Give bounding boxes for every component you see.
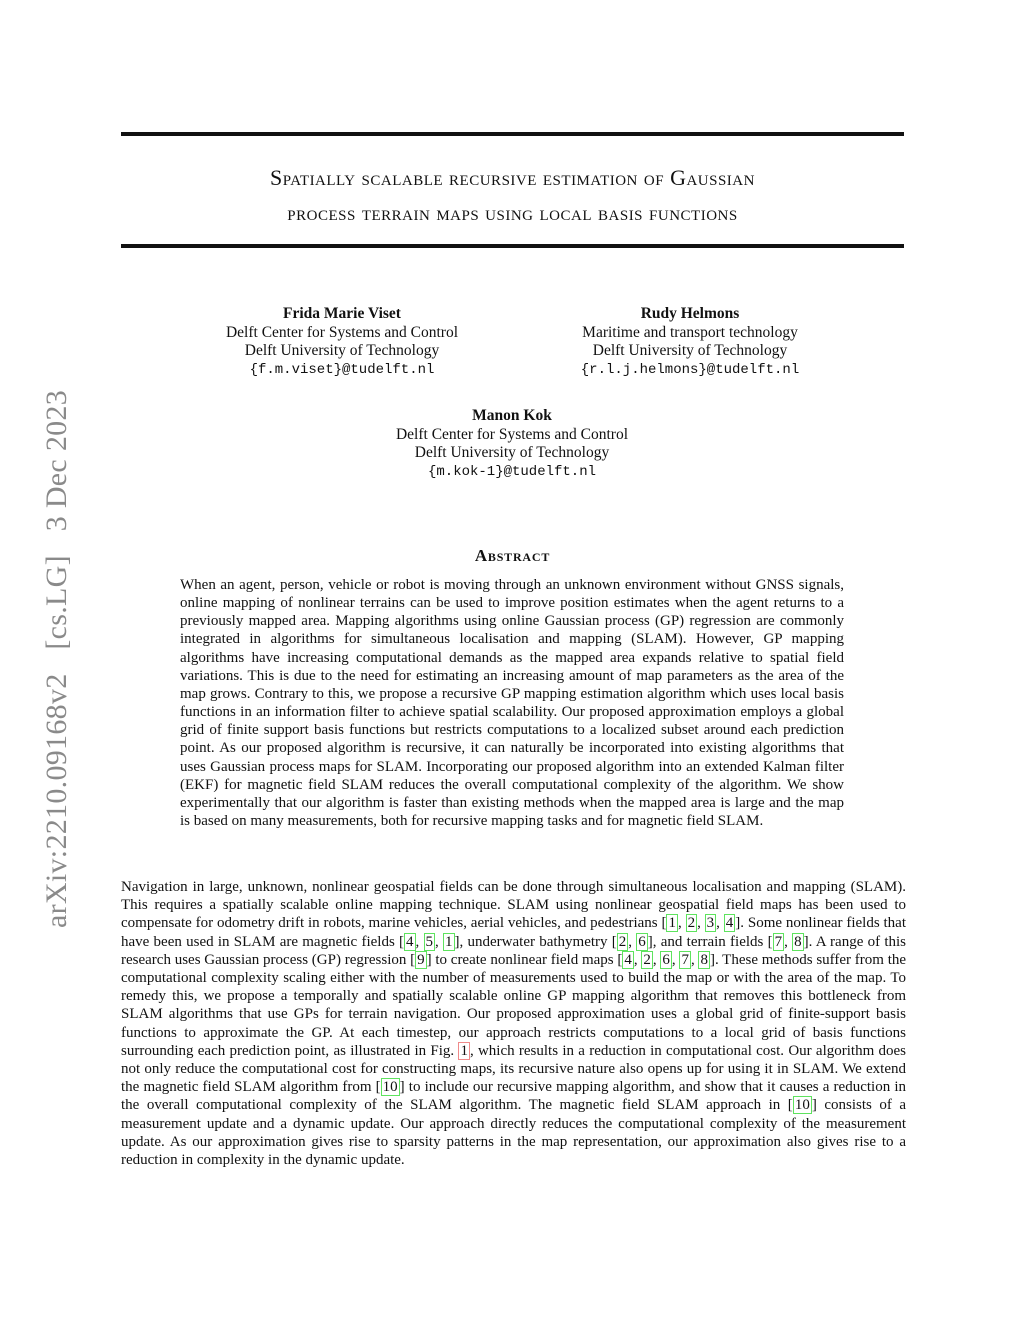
author-affiliation: Delft Center for Systems and Control <box>395 425 629 443</box>
title-bottom-rule <box>121 244 904 248</box>
citation-link[interactable]: 4 <box>624 951 632 968</box>
intro-text: ]. A range of this research uses Gaussian process (GP) regression [ <box>121 933 907 968</box>
title-line-2: process terrain maps using local basis functions <box>287 200 738 225</box>
author-block-kok <box>362 407 662 481</box>
citation-link[interactable]: 7 <box>774 933 783 950</box>
citation-link[interactable]: 4 <box>406 933 414 950</box>
author-name: Rudy Helmons <box>640 305 740 322</box>
citation-link[interactable]: 7 <box>681 951 689 968</box>
citation-group: 4 , 2 , 6 , 7 , 8 <box>624 951 708 968</box>
paper-title <box>121 160 904 230</box>
arxiv-stamp <box>40 374 74 928</box>
citation-link[interactable]: 8 <box>794 933 802 950</box>
citation-group: 2 , 6 <box>618 933 646 950</box>
author-block-helmons <box>540 305 840 379</box>
citation-link[interactable]: 2 <box>687 915 696 932</box>
title-top-rule <box>121 132 904 136</box>
abstract-text: When an agent, person, vehicle or robot is moving through an unknown environment without GNSS signals, online mapping of nonlinear terrains can be used to improve position estimates when the agent returns to a previously mapped area. Mapping algorithms using online Gaussian process (GP) regression are commonly integrated in algorithms for simultaneous localisation and mapping (SLAM). However, GP mapping algorithms have increasing computational demands as the mapped area expands relative to spatial field variations. This is due to the need for estimating an increasing amount of map parameters as the area of the map grows. Contrary to this, we propose a recursive GP mapping estimation algorithm which uses local basis functions in an information filter to achieve spatial scalability. Our proposed approximation employs a global grid of finite support basis functions but restricts computations to a localized subset around each prediction point. As our proposed algorithm is recursive, it can naturally be incorporated into existing algorithms that uses Gaussian process maps for SLAM. Incorporating our proposed algorithm into an extended Kalman filter (EKF) for magnetic field SLAM reduces the overall computational complexity of the algorithm. We show experimentally that our algorithm is faster than existing methods when the mapped area is large and the map is based on many measurements, both for recursive mapping tasks and for magnetic field SLAM. <box>180 577 844 830</box>
author-university: Delft University of Technology <box>244 342 440 360</box>
citation-link[interactable]: 6 <box>662 951 670 968</box>
introduction-paragraph <box>121 878 906 1169</box>
citation-group <box>415 951 427 969</box>
author-affiliation: Maritime and transport technology <box>582 323 798 341</box>
citation-group: 7 , 8 <box>774 933 802 950</box>
author-email: {f.m.viset}@tudelft.nl <box>249 361 435 378</box>
author-university: Delft University of Technology <box>592 342 788 360</box>
figure-ref-link[interactable]: 1 <box>460 1042 468 1059</box>
author-affiliation: Delft Center for Systems and Control <box>225 323 459 341</box>
intro-text: ], and terrain fields [ <box>647 933 773 950</box>
intro-text: , which results in a reduction in computational cost. Our algorithm does not only reduce the computational cost for constructing maps, its recursive nature also opens up for using it in SLAM. We extend the magnetic field SLAM algorithm from [ <box>121 1042 907 1096</box>
citation-link[interactable]: 6 <box>638 933 646 950</box>
abstract-heading: Abstract <box>474 546 551 565</box>
citation-link[interactable]: 4 <box>725 915 734 932</box>
arxiv-date: 3 Dec 2023 <box>40 389 73 532</box>
citation-link[interactable]: 9 <box>417 951 425 968</box>
intro-text: ]. Some nonlinear fields that have been used in SLAM are magnetic fields [ <box>121 915 907 950</box>
citation-link[interactable]: 1 <box>668 915 676 932</box>
citation-link[interactable]: 5 <box>425 933 434 950</box>
intro-text: ] consists of a measurement update and a dynamic update. Our approach directly reduces the computational complexity of the measurement update. As our approximation gives rise to sparsity patterns in the map representation, our approximation also gives rise to a reduction in complexity in the dynamic update. <box>121 1097 906 1169</box>
citation-link[interactable]: 8 <box>700 951 708 968</box>
citation-group <box>793 1096 812 1114</box>
intro-text: Navigation in large, unknown, nonlinear geospatial fields can be done through simultaneous localisation and mapping (SLAM). This requires a spatially scalable online mapping technique. SLAM using nonlinear geospatial field maps has been used to compensate for odometry drift in robots, marine vehicles, aerial vehicles, and pedestrians [ <box>121 879 906 932</box>
citation-link[interactable]: 1 <box>445 933 453 950</box>
citation-group: 4 , 5 , 1 <box>406 933 453 950</box>
author-block-viset <box>192 305 492 379</box>
arxiv-id: arXiv:2210.09168v2 <box>40 673 73 928</box>
author-email: {m.kok-1}@tudelft.nl <box>427 463 597 480</box>
author-name: Frida Marie Viset <box>283 305 401 322</box>
intro-text: ], underwater bathymetry [ <box>454 933 617 950</box>
arxiv-category: [cs.LG] <box>40 555 73 650</box>
citation-link[interactable]: 2 <box>643 951 651 968</box>
intro-text: ] to include our recursive mapping algorithm, and show that it causes a reduction in the overall computational complexity of the SLAM algorithm. The magnetic field SLAM approach in [ <box>121 1079 906 1114</box>
intro-text: ] to create nonlinear field maps [ <box>426 951 623 968</box>
intro-text: ]. These methods suffer from the computational complexity scaling either with the number of measurements used to build the map or with the area of the map. To remedy this, we propose a temporally and spatially scalable online GP mapping algorithm that removes this bottleneck from SLAM algorithms that use GPs for terrain navigation. Our proposed approximation uses a global grid of finite-support basis functions to approximate the GP. At each timestep, our approach restricts computations to a local grid of basis functions surrounding each prediction point, as illustrated in Fig. <box>121 951 907 1059</box>
author-university: Delft University of Technology <box>414 444 610 462</box>
citation-link[interactable]: 2 <box>618 933 627 950</box>
citation-link[interactable]: 10 <box>794 1097 810 1114</box>
author-name: Manon Kok <box>472 407 552 424</box>
citation-group: 1 , 2 , 3 , 4 <box>668 915 734 932</box>
author-email: {r.l.j.helmons}@tudelft.nl <box>580 361 800 378</box>
citation-group <box>381 1078 400 1096</box>
citation-link[interactable]: 3 <box>706 915 715 932</box>
title-line-1: Spatially scalable recursive estimation of Gaussian <box>270 165 755 190</box>
citation-link[interactable]: 10 <box>382 1079 398 1096</box>
